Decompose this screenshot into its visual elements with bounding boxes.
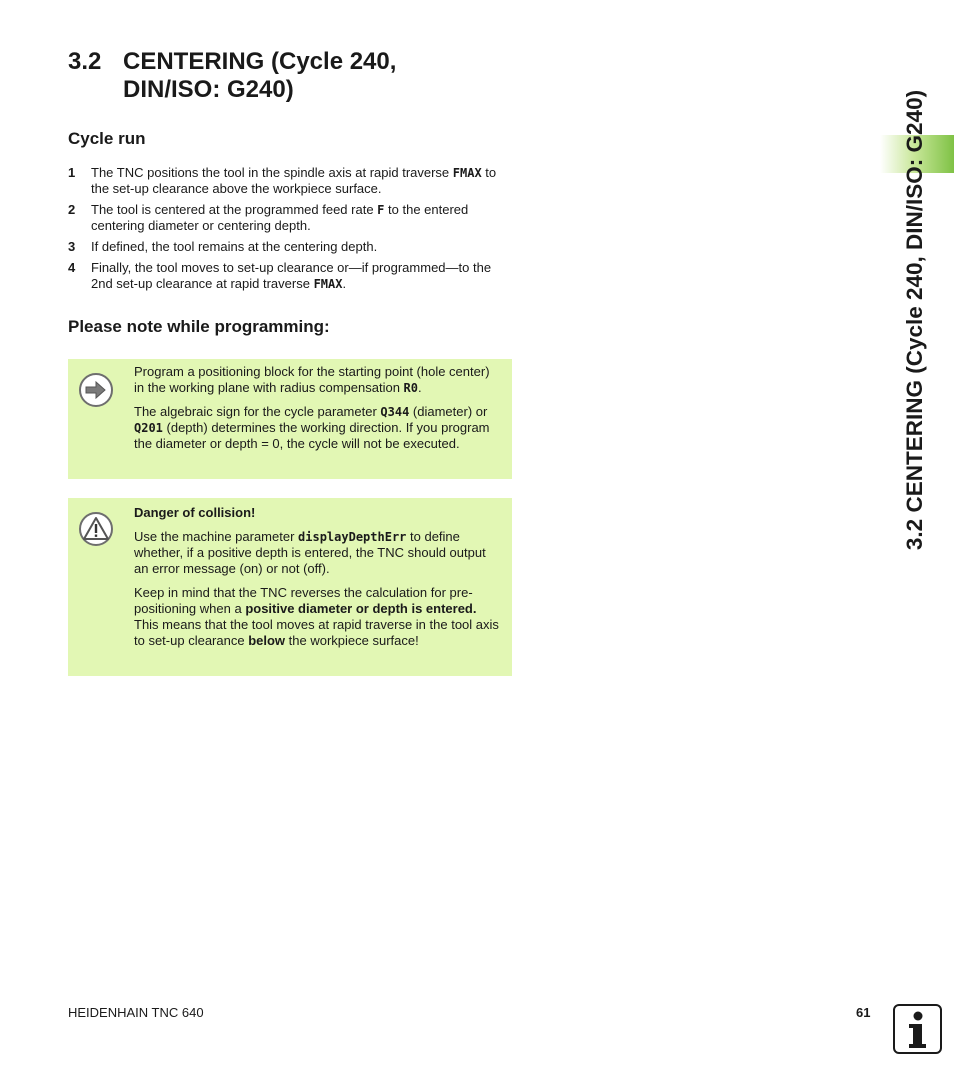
step-text: to the entered centering diameter or centering depth. (91, 202, 469, 233)
page-title (68, 48, 396, 104)
code-r0: R0 (403, 381, 418, 395)
arrow-right-icon (79, 373, 113, 407)
step-number: 4 (68, 260, 76, 275)
step-number: 3 (68, 239, 76, 254)
danger-text: This means that the tool moves at rapid traverse in the tool axis to set-up clearance (134, 617, 499, 648)
code-fmax: FMAX (313, 277, 343, 291)
warning-triangle-icon (79, 512, 113, 546)
note-text: (depth) determines the working direction. If you program the diameter or depth = 0, the cycle will not be executed. (134, 420, 490, 451)
step-item (68, 239, 513, 255)
danger-text: the workpiece surface! (285, 633, 419, 648)
info-icon (893, 1004, 942, 1054)
note-text: The algebraic sign for the cycle parameter (134, 404, 381, 419)
danger-bold-text: positive diameter or depth is entered. (245, 601, 477, 616)
cycle-run-steps (68, 165, 513, 297)
page-number: 61 (856, 1005, 871, 1020)
code-q344: Q344 (380, 405, 410, 419)
step-item (68, 165, 513, 197)
step-text: The tool is centered at the programmed feed rate (91, 202, 378, 217)
step-number: 2 (68, 202, 76, 217)
section-number: 3.2 (68, 48, 102, 75)
danger-text: Use the machine parameter (134, 529, 299, 544)
step-item (68, 202, 513, 234)
footer-product: HEIDENHAIN TNC 640 (68, 1005, 204, 1020)
code-f: F (377, 203, 385, 217)
step-text: to the set-up clearance above the workpiece surface. (91, 165, 497, 196)
step-text: The TNC positions the tool in the spindle axis at rapid traverse (91, 165, 453, 180)
danger-bold-text: below (248, 633, 286, 648)
side-tab-title: 3.2 CENTERING (Cycle 240, DIN/ISO: G240) (902, 89, 927, 551)
note-text: . (418, 380, 422, 395)
danger-note-box (68, 498, 512, 676)
cycle-run-heading: Cycle run (68, 129, 146, 148)
danger-text: to define whether, if a positive depth is entered, the TNC should output an error message (on) or not (off). (134, 529, 486, 576)
step-item (68, 260, 513, 292)
danger-text: Keep in mind that the TNC reverses the calculation for pre-positioning when a (134, 585, 473, 616)
note-paragraph (134, 364, 502, 396)
programming-notes-heading: Please note while programming: (68, 317, 330, 336)
note-text: Program a positioning block for the starting point (hole center) in the working plane with radius compensation (134, 364, 490, 395)
note-text: (diameter) or (409, 404, 488, 419)
code-q201: Q201 (134, 421, 163, 435)
step-number: 1 (68, 165, 76, 180)
danger-paragraph (134, 529, 502, 577)
code-displaydeptherr: displayDepthErr (298, 530, 407, 544)
programming-note-box (68, 359, 512, 479)
step-text: . (342, 276, 347, 291)
step-text: If defined, the tool remains at the centering depth. (91, 239, 378, 254)
danger-heading: Danger of collision! (134, 505, 256, 520)
danger-paragraph (134, 585, 502, 649)
title-line-2: DIN/ISO: G240) (123, 76, 294, 103)
note-paragraph (134, 404, 502, 452)
title-line-1: CENTERING (Cycle 240, (123, 48, 397, 75)
step-text: Finally, the tool moves to set-up clearance or—if programmed—to the 2nd set-up clearance at rapid traverse (91, 260, 492, 291)
code-fmax: FMAX (452, 166, 482, 180)
